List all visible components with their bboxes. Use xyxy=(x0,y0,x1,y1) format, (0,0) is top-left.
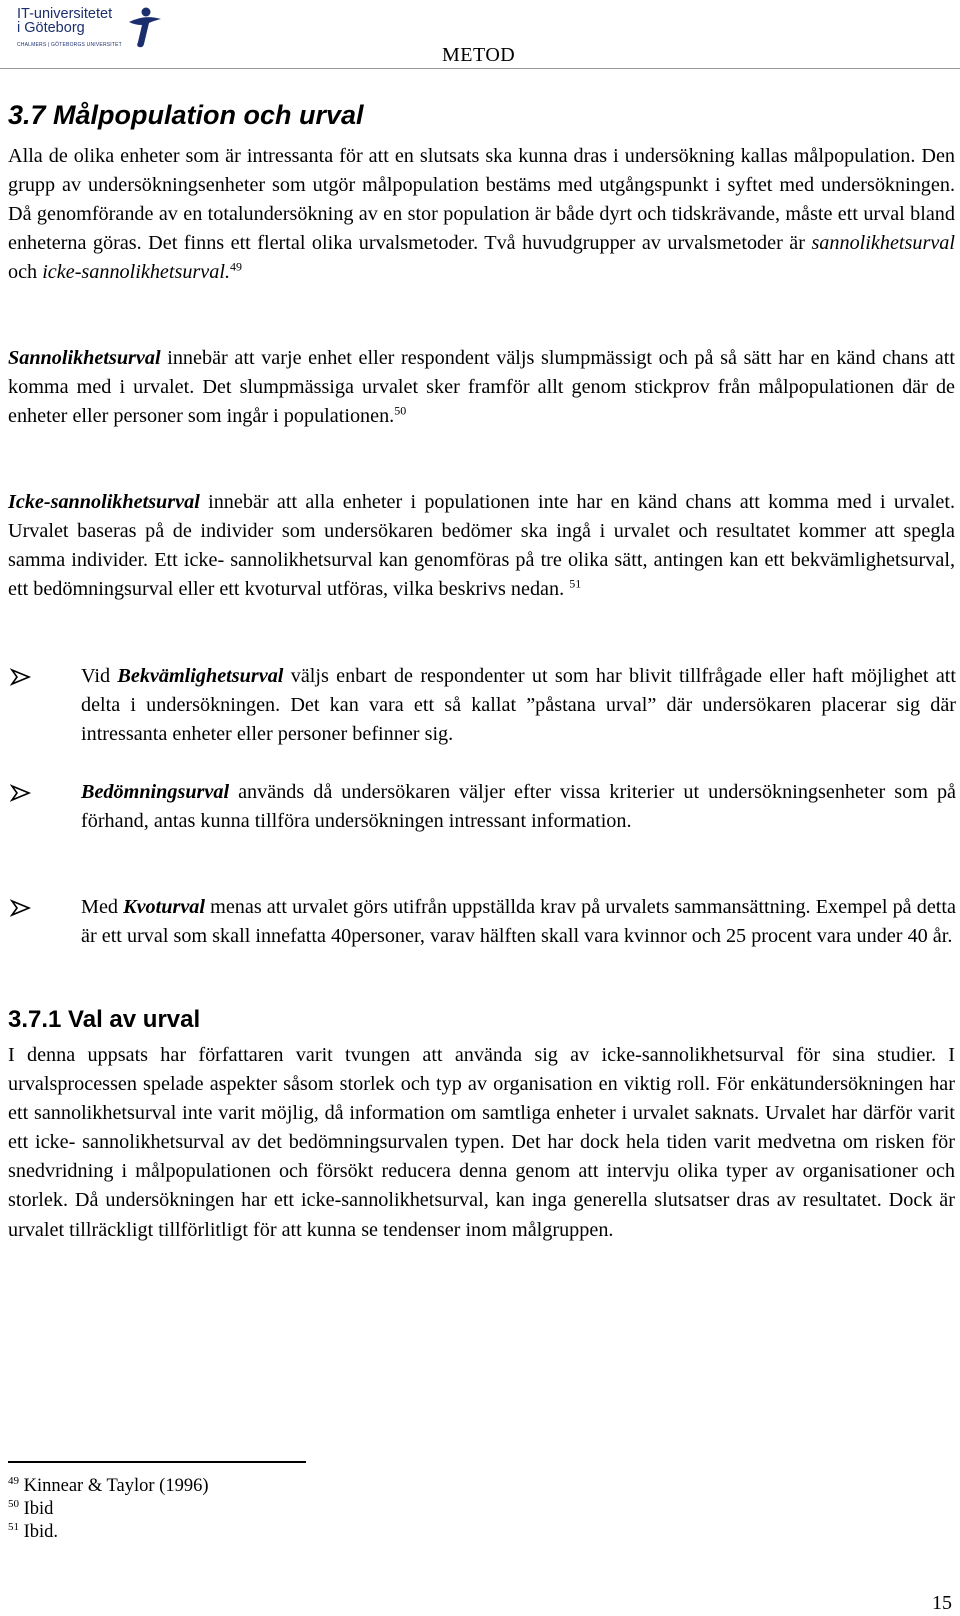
paragraph-intro xyxy=(8,142,955,287)
term-kvoturval: Kvoturval xyxy=(123,896,205,918)
bullet-item xyxy=(8,662,956,749)
footnote-number: 49 xyxy=(8,1474,19,1487)
term-sannolikhetsurval: sannolikhetsurval xyxy=(811,232,955,255)
footnote-ref-50: 50 xyxy=(394,403,407,418)
footnote-ref-49: 49 xyxy=(230,259,243,274)
bullet-text xyxy=(81,893,956,951)
section-heading: 3.7 Målpopulation och urval xyxy=(8,100,364,130)
footnote-text: Ibid. xyxy=(23,1522,59,1542)
term-bold-sannolikhetsurval: Sannolikhetsurval xyxy=(8,347,161,369)
footnote xyxy=(8,1521,58,1543)
footnote xyxy=(8,1475,208,1497)
page-number: 15 xyxy=(932,1592,952,1614)
logo-line-1: IT-universitetet xyxy=(17,6,113,22)
subsection-heading: 3.7.1 Val av urval xyxy=(8,1006,201,1033)
term-icke-sannolikhetsurval: icke-sannolikhetsurval. xyxy=(42,261,231,284)
bullet-item xyxy=(8,893,956,951)
bullet-prefix: Med xyxy=(81,896,124,918)
footnote-ref-51: 51 xyxy=(569,576,582,591)
bullet-item xyxy=(8,778,956,836)
bullet-text xyxy=(81,778,956,836)
footnote-text: Ibid xyxy=(23,1499,54,1519)
bullet-body: menas att urvalet görs utifrån uppställda krav på urvalets sammansättning. Exempel på detta är ett urval som skall innefatta 40personer, varav hälften skall vara kvinnor och 25 procent vara under 40 år. xyxy=(81,896,956,948)
bullet-body: väljs enbart de respondenter ut som har blivit tillfrågade eller haft möjlighet att delta i undersökningen. Det kan vara ett så kallat ”påstana urval” där undersökaren placerar sig där intressanta enheter eller personer befinner sig. xyxy=(81,665,956,746)
bullet-prefix: Vid xyxy=(81,665,118,687)
term-bedomningsurval: Bedömningsurval xyxy=(81,781,230,803)
arrow-bullet-icon xyxy=(10,784,32,802)
running-header: METOD xyxy=(442,44,516,66)
header-divider xyxy=(0,68,960,69)
footnote-number: 51 xyxy=(8,1520,19,1533)
intro-text: Alla de olika enheter som är intressanta för att en slutsats ska kunna dras i undersökning kallas målpopulation. Den grupp av undersökningsenheter som utgör målpopulation bestäms med utgångspunkt i syftet med undersökningen. Då genomförande av en totalundersökning av en stor population är både dyrt och tidskrävande, måste ett urval bland enheterna göras. Det finns ett flertal olika urvalsmetoder. Två huvudgrupper av urvalsmetoder är xyxy=(8,145,955,255)
bullet-body: används då undersökaren väljer efter vissa kriterier ut undersökningsenheter som på förhand, antas kunna tillföra undersökningen intressant information. xyxy=(81,781,956,833)
paragraph-icke-sannolikhetsurval xyxy=(8,488,955,604)
intro-connector: och xyxy=(8,261,43,284)
university-logo xyxy=(17,6,167,54)
icke-sannolikhetsurval-text: innebär att alla enheter i populationen inte har en känd chans att komma med i urvalet. Urvalet baseras på de individer som undersökaren bedömer ska ingå i urvalet och resultatet kommer att spegla samma individer. Ett icke- sannolikhetsurval kan genomföras på tre olika sätt, antingen kan ett bekvämlighetsurval, ett bedömningsurval eller ett kvoturval utföras, vilka beskrivs nedan. xyxy=(8,491,955,601)
footnote-divider xyxy=(8,1461,306,1463)
paragraph-sannolikhetsurval xyxy=(8,344,955,431)
logo-line-3: CHALMERS | GÖTEBORGS UNIVERSITET xyxy=(17,42,122,48)
footnote xyxy=(8,1498,53,1520)
bullet-text xyxy=(81,662,956,749)
sannolikhetsurval-text: innebär att varje enhet eller respondent väljs slumpmässigt och på så sätt har en känd chans att komma med i urvalet. Det slumpmässiga urvalet sker framför allt genom stickprov från målpopulationen där de enheter eller personer som ingår i populationen. xyxy=(8,347,955,428)
logo-emblem-icon xyxy=(117,2,167,52)
footnote-text: Kinnear & Taylor (1996) xyxy=(23,1476,209,1496)
term-bold-icke-sannolikhetsurval: Icke-sannolikhetsurval xyxy=(8,491,200,513)
logo-line-2: i Göteborg xyxy=(17,20,85,36)
arrow-bullet-icon xyxy=(10,899,32,917)
arrow-bullet-icon xyxy=(10,668,32,686)
footnote-number: 50 xyxy=(8,1497,19,1510)
paragraph-val-av-urval: I denna uppsats har författaren varit tvungen att använda sig av icke-sannolikhetsurval för sina studier. I urvalsprocessen spelade aspekter såsom storlek och typ av organisation en viktig roll. För enkätundersökningen har ett sannolikhetsurval inte varit möjlig, då information om samtliga enheter i urvalet saknats. Urvalet har därför varit ett icke- sannolikhetsurval av det bedömningsurvalen typen. Det har dock hela tiden varit medvetna om risken för snedvridning i målpopulationen och försökt reducera denna genom att intervju olika typer av organisationer och storlek. Då undersökningen har ett icke-sannolikhetsurval, kan inga generella slutsatser dras av resultatet. Dock är urvalet tillräckligt tillförlitligt för att kunna se tendenser inom målgruppen. xyxy=(8,1044,955,1241)
term-bekvamlighetsurval: Bekvämlighetsurval xyxy=(117,665,284,687)
